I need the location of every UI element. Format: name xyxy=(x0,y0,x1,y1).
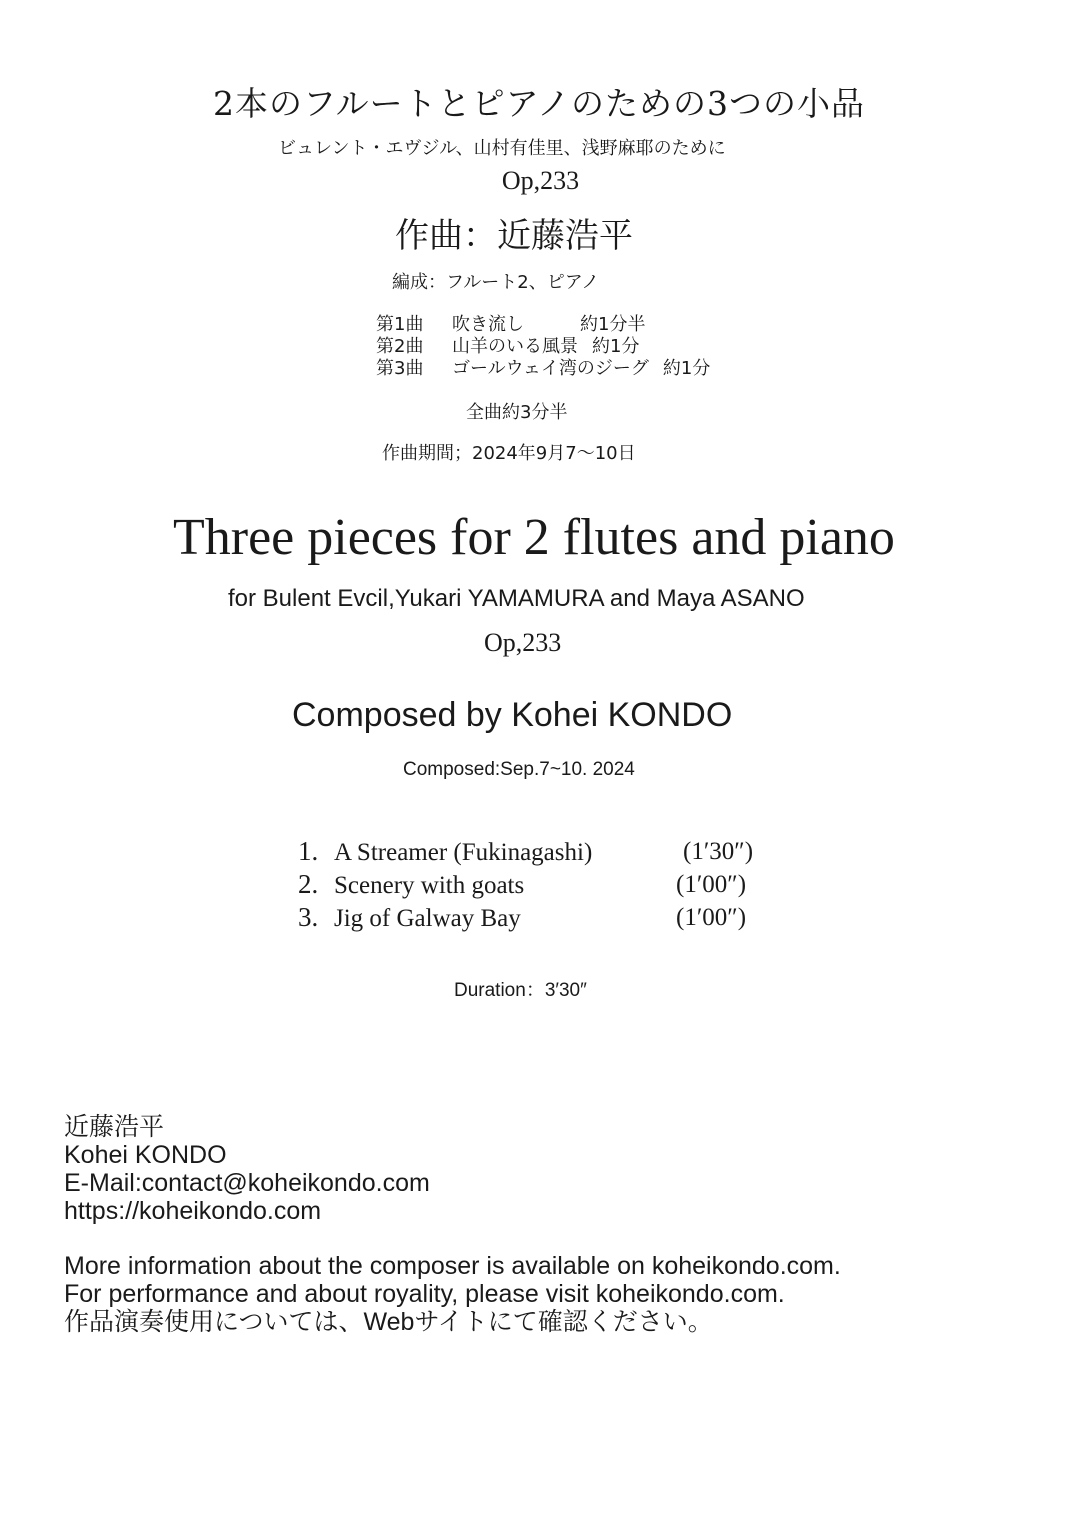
note-performance-royalty: For performance and about royality, please visit koheikondo.com. xyxy=(64,1280,785,1308)
english-piece-number: 3. xyxy=(298,902,319,932)
note-japanese-usage: 作品演奏使用については、Webサイトにて確認ください。 xyxy=(64,1308,713,1336)
english-piece-name: Jig of Galway Bay xyxy=(334,905,521,932)
japanese-title: 2本のフルートとピアノのための3つの小品 xyxy=(213,84,866,123)
english-piece-item xyxy=(298,901,778,934)
english-piece-list xyxy=(298,835,778,934)
english-piece-number: 2. xyxy=(298,869,319,899)
english-dedication: for Bulent Evcil,Yukari YAMAMURA and Maya ASANO xyxy=(228,585,805,612)
contact-name-english: Kohei KONDO xyxy=(64,1141,227,1169)
note-composer-info: More information about the composer is available on koheikondo.com. xyxy=(64,1252,841,1280)
contact-email: E-Mail:contact@koheikondo.com xyxy=(64,1169,430,1197)
japanese-piece-number: 第3曲 xyxy=(376,358,424,379)
contact-name-japanese: 近藤浩平 xyxy=(64,1113,165,1141)
english-piece-name: Scenery with goats xyxy=(334,872,525,899)
english-composer: Composed by Kohei KONDO xyxy=(292,696,733,734)
contact-website: https://koheikondo.com xyxy=(64,1197,322,1225)
english-piece-item xyxy=(298,868,778,901)
english-piece-name: A Streamer (Fukinagashi) xyxy=(334,839,593,866)
english-opus-number: Op,233 xyxy=(484,628,562,657)
english-piece-item xyxy=(298,835,778,868)
japanese-piece-duration: 約1分 xyxy=(662,358,711,379)
contact-block xyxy=(64,1113,430,1225)
notes-block xyxy=(64,1252,841,1336)
japanese-piece-number: 第1曲 xyxy=(376,314,424,335)
japanese-piece-name: 山羊のいる風景 xyxy=(452,336,578,357)
japanese-piece-duration: 約1分半 xyxy=(580,314,646,335)
japanese-piece-duration: 約1分 xyxy=(592,336,640,357)
japanese-composer: 作曲：近藤浩平 xyxy=(395,216,633,256)
japanese-piece-item xyxy=(376,358,710,380)
japanese-piece-name: ゴールウェイ湾のジーグ xyxy=(452,358,649,379)
english-piece-duration: (1′30″) xyxy=(683,838,754,865)
japanese-piece-name: 吹き流し xyxy=(452,314,524,335)
english-piece-number: 1. xyxy=(298,836,319,866)
japanese-piece-list xyxy=(376,314,710,380)
english-composed-date: Composed:Sep.7~10. 2024 xyxy=(403,759,635,780)
japanese-piece-item xyxy=(376,314,710,336)
english-piece-duration: (1′00″) xyxy=(676,871,747,898)
japanese-instrumentation: 編成：フルート2、ピアノ xyxy=(392,272,600,293)
english-total-duration: Duration：3′30″ xyxy=(454,980,587,1001)
english-piece-duration: (1′00″) xyxy=(676,904,747,931)
japanese-dedication: ビュレント・エヴジル、山村有佳里、浅野麻耶のために xyxy=(278,138,726,159)
japanese-piece-item xyxy=(376,336,710,358)
japanese-composition-period: 作曲期間；2024年9月7～10日 xyxy=(382,443,636,464)
japanese-total-duration: 全曲約3分半 xyxy=(466,402,568,423)
japanese-piece-number: 第2曲 xyxy=(376,336,424,357)
japanese-opus-number: Op,233 xyxy=(501,166,580,195)
english-title: Three pieces for 2 flutes and piano xyxy=(173,509,895,566)
